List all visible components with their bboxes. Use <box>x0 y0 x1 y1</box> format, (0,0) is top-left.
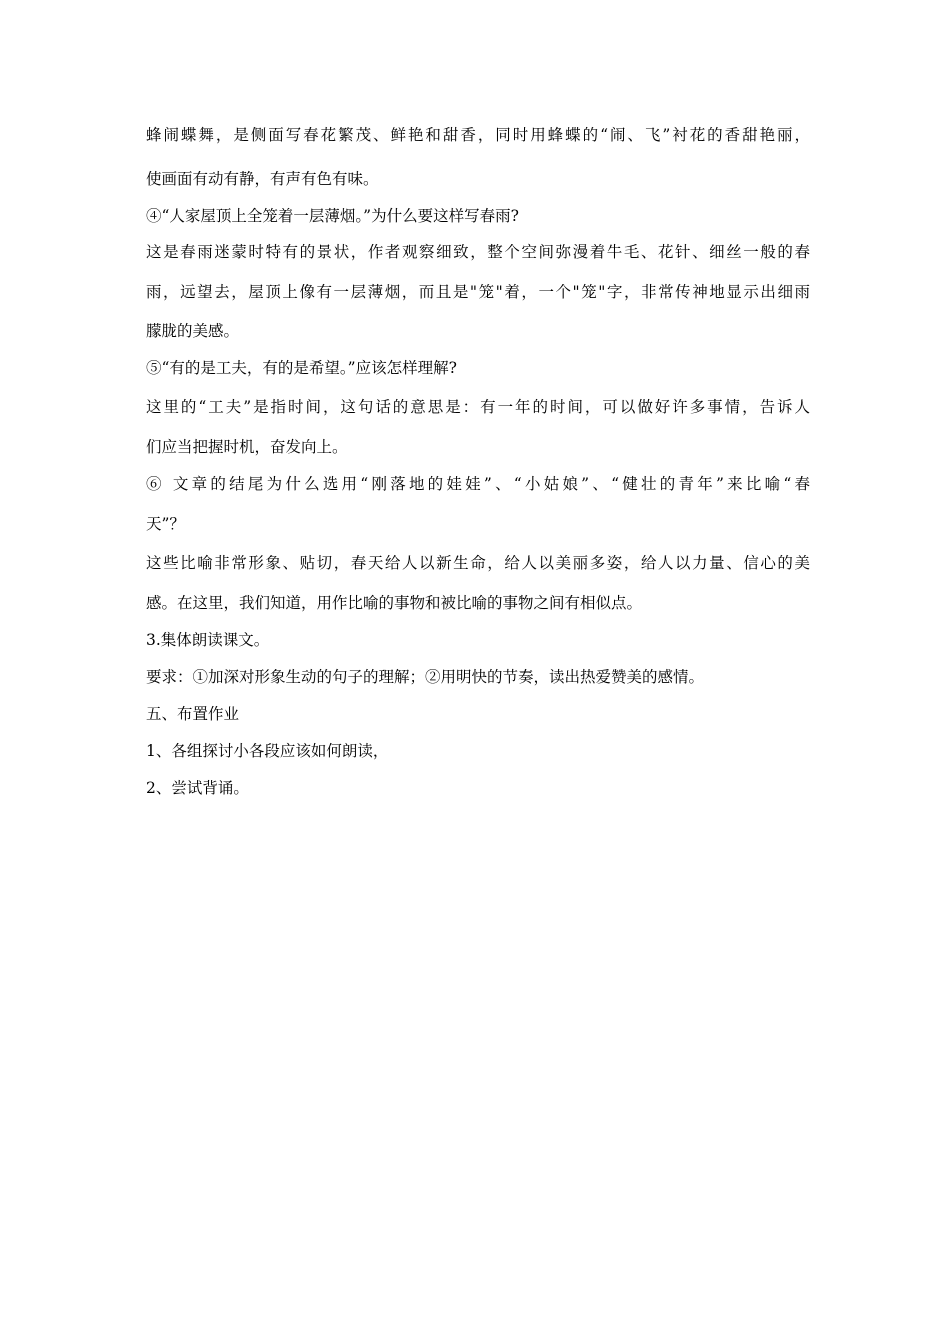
section-item-3: 3.集体朗读课文。 <box>146 631 270 649</box>
text-line: 这是春雨迷蒙时特有的景状，作者观察细致，整个空间弥漫着牛毛、花针、细丝一般的春 <box>146 243 810 261</box>
text-line: 感。在这里，我们知道，用作比喻的事物和被比喻的事物之间有相似点。 <box>146 594 643 612</box>
question-4: ④“人家屋顶上全笼着一层薄烟。”为什么要这样写春雨? <box>146 207 519 225</box>
homework-item-1: 1、各组探讨小各段应该如何朗读， <box>146 742 389 760</box>
homework-item-2: 2、尝试背诵。 <box>146 779 249 797</box>
section-heading: 五、布置作业 <box>146 705 240 723</box>
text-line: 使画面有动有静，有声有色有味。 <box>146 170 379 188</box>
text-line: 们应当把握时机，奋发向上。 <box>146 438 348 456</box>
text-line: 这里的“工夫”是指时间，这句话的意思是：有一年的时间，可以做好许多事情，告诉人 <box>146 398 810 416</box>
text-line: 蜂闹蝶舞，是侧面写春花繁茂、鲜艳和甜香，同时用蜂蝶的“闹、飞”衬花的香甜艳丽， <box>146 126 810 144</box>
question-6: ⑥ 文章的结尾为什么选用“刚落地的娃娃”、“小姑娘”、“健壮的青年”来比喻“春 <box>146 475 810 493</box>
question-5: ⑤“有的是工夫，有的是希望。”应该怎样理解? <box>146 359 457 377</box>
text-line: 天”？ <box>146 515 185 533</box>
text-line: 这些比喻非常形象、贴切，春天给人以新生命，给人以美丽多姿，给人以力量、信心的美 <box>146 554 810 572</box>
text-line: 朦胧的美感。 <box>146 322 240 340</box>
requirement-line: 要求：①加深对形象生动的句子的理解；②用明快的节奏，读出热爱赞美的感情。 <box>146 668 705 686</box>
text-line: 雨，远望去，屋顶上像有一层薄烟，而且是"笼"着，一个"笼"字，非常传神地显示出细雨 <box>146 283 810 301</box>
